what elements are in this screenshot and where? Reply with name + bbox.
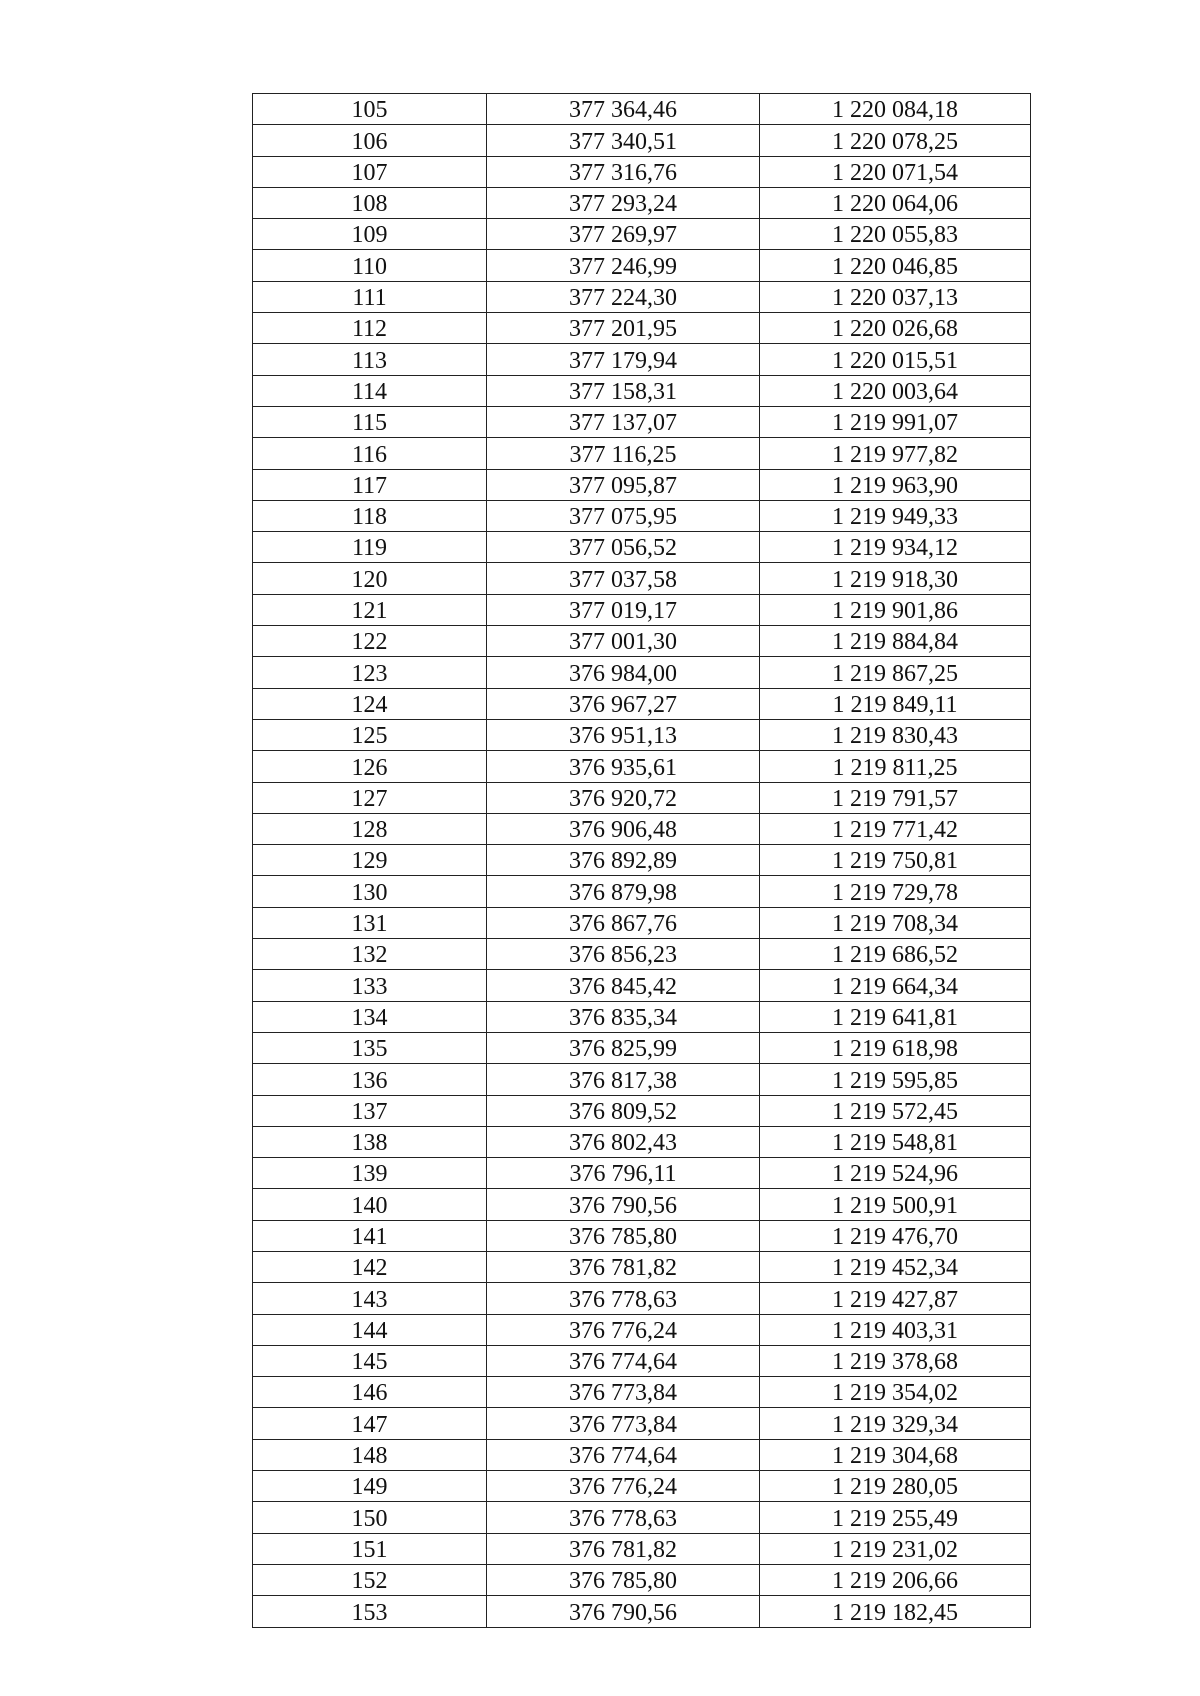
y-coordinate-cell: 1 219 918,30 <box>760 563 1031 594</box>
y-coordinate-cell: 1 219 403,31 <box>760 1314 1031 1345</box>
table-row <box>253 876 1031 907</box>
x-coordinate-cell: 377 158,31 <box>487 375 760 406</box>
x-coordinate-cell: 377 056,52 <box>487 532 760 563</box>
x-coordinate-cell: 376 773,84 <box>487 1377 760 1408</box>
table-row <box>253 1001 1031 1032</box>
point-number-cell: 118 <box>253 500 487 531</box>
point-number-cell: 135 <box>253 1032 487 1063</box>
x-coordinate-cell: 376 802,43 <box>487 1126 760 1157</box>
point-number-cell: 105 <box>253 94 487 125</box>
y-coordinate-cell: 1 220 015,51 <box>760 344 1031 375</box>
y-coordinate-cell: 1 219 427,87 <box>760 1283 1031 1314</box>
y-coordinate-cell: 1 219 750,81 <box>760 845 1031 876</box>
x-coordinate-cell: 376 796,11 <box>487 1158 760 1189</box>
point-number-cell: 115 <box>253 406 487 437</box>
table-row <box>253 813 1031 844</box>
table-row <box>253 688 1031 719</box>
y-coordinate-cell: 1 219 255,49 <box>760 1502 1031 1533</box>
point-number-cell: 129 <box>253 845 487 876</box>
y-coordinate-cell: 1 219 548,81 <box>760 1126 1031 1157</box>
x-coordinate-cell: 376 920,72 <box>487 782 760 813</box>
x-coordinate-cell: 376 774,64 <box>487 1345 760 1376</box>
x-coordinate-cell: 377 364,46 <box>487 94 760 125</box>
x-coordinate-cell: 376 967,27 <box>487 688 760 719</box>
point-number-cell: 148 <box>253 1439 487 1470</box>
point-number-cell: 126 <box>253 751 487 782</box>
table-row <box>253 751 1031 782</box>
y-coordinate-cell: 1 219 206,66 <box>760 1564 1031 1595</box>
x-coordinate-cell: 377 019,17 <box>487 594 760 625</box>
point-number-cell: 127 <box>253 782 487 813</box>
x-coordinate-cell: 376 951,13 <box>487 719 760 750</box>
point-number-cell: 150 <box>253 1502 487 1533</box>
table-row <box>253 375 1031 406</box>
y-coordinate-cell: 1 219 476,70 <box>760 1220 1031 1251</box>
table-row <box>253 939 1031 970</box>
table-row <box>253 1251 1031 1282</box>
x-coordinate-cell: 377 095,87 <box>487 469 760 500</box>
point-number-cell: 149 <box>253 1471 487 1502</box>
point-number-cell: 144 <box>253 1314 487 1345</box>
table-row <box>253 626 1031 657</box>
y-coordinate-cell: 1 220 026,68 <box>760 313 1031 344</box>
y-coordinate-cell: 1 219 304,68 <box>760 1439 1031 1470</box>
table-row <box>253 532 1031 563</box>
point-number-cell: 138 <box>253 1126 487 1157</box>
table-row <box>253 1564 1031 1595</box>
x-coordinate-cell: 377 201,95 <box>487 313 760 344</box>
y-coordinate-cell: 1 219 500,91 <box>760 1189 1031 1220</box>
y-coordinate-cell: 1 219 884,84 <box>760 626 1031 657</box>
x-coordinate-cell: 376 774,64 <box>487 1439 760 1470</box>
table-row <box>253 594 1031 625</box>
point-number-cell: 112 <box>253 313 487 344</box>
point-number-cell: 153 <box>253 1596 487 1627</box>
x-coordinate-cell: 377 246,99 <box>487 250 760 281</box>
y-coordinate-cell: 1 220 078,25 <box>760 125 1031 156</box>
coordinates-table-body <box>253 94 1031 1628</box>
y-coordinate-cell: 1 219 901,86 <box>760 594 1031 625</box>
point-number-cell: 143 <box>253 1283 487 1314</box>
x-coordinate-cell: 376 835,34 <box>487 1001 760 1032</box>
y-coordinate-cell: 1 219 618,98 <box>760 1032 1031 1063</box>
table-row <box>253 1345 1031 1376</box>
table-row <box>253 125 1031 156</box>
table-row <box>253 94 1031 125</box>
x-coordinate-cell: 377 001,30 <box>487 626 760 657</box>
table-row <box>253 469 1031 500</box>
x-coordinate-cell: 377 316,76 <box>487 156 760 187</box>
y-coordinate-cell: 1 219 771,42 <box>760 813 1031 844</box>
x-coordinate-cell: 376 825,99 <box>487 1032 760 1063</box>
point-number-cell: 145 <box>253 1345 487 1376</box>
x-coordinate-cell: 376 906,48 <box>487 813 760 844</box>
table-row <box>253 657 1031 688</box>
x-coordinate-cell: 376 776,24 <box>487 1471 760 1502</box>
x-coordinate-cell: 376 867,76 <box>487 907 760 938</box>
table-row <box>253 500 1031 531</box>
point-number-cell: 131 <box>253 907 487 938</box>
point-number-cell: 134 <box>253 1001 487 1032</box>
y-coordinate-cell: 1 219 231,02 <box>760 1533 1031 1564</box>
y-coordinate-cell: 1 220 084,18 <box>760 94 1031 125</box>
point-number-cell: 133 <box>253 970 487 1001</box>
y-coordinate-cell: 1 219 791,57 <box>760 782 1031 813</box>
table-row <box>253 1158 1031 1189</box>
y-coordinate-cell: 1 219 991,07 <box>760 406 1031 437</box>
y-coordinate-cell: 1 220 046,85 <box>760 250 1031 281</box>
y-coordinate-cell: 1 219 354,02 <box>760 1377 1031 1408</box>
point-number-cell: 152 <box>253 1564 487 1595</box>
y-coordinate-cell: 1 219 452,34 <box>760 1251 1031 1282</box>
table-row <box>253 187 1031 218</box>
table-row <box>253 563 1031 594</box>
table-row <box>253 1502 1031 1533</box>
x-coordinate-cell: 376 785,80 <box>487 1220 760 1251</box>
table-row <box>253 1283 1031 1314</box>
x-coordinate-cell: 376 984,00 <box>487 657 760 688</box>
point-number-cell: 111 <box>253 281 487 312</box>
point-number-cell: 141 <box>253 1220 487 1251</box>
table-row <box>253 281 1031 312</box>
point-number-cell: 124 <box>253 688 487 719</box>
table-row <box>253 970 1031 1001</box>
point-number-cell: 108 <box>253 187 487 218</box>
table-row <box>253 1408 1031 1439</box>
table-row <box>253 719 1031 750</box>
table-row <box>253 1126 1031 1157</box>
point-number-cell: 119 <box>253 532 487 563</box>
y-coordinate-cell: 1 219 934,12 <box>760 532 1031 563</box>
table-row <box>253 156 1031 187</box>
point-number-cell: 137 <box>253 1095 487 1126</box>
point-number-cell: 140 <box>253 1189 487 1220</box>
x-coordinate-cell: 376 845,42 <box>487 970 760 1001</box>
y-coordinate-cell: 1 219 641,81 <box>760 1001 1031 1032</box>
table-row <box>253 1095 1031 1126</box>
x-coordinate-cell: 376 879,98 <box>487 876 760 907</box>
x-coordinate-cell: 376 778,63 <box>487 1283 760 1314</box>
point-number-cell: 128 <box>253 813 487 844</box>
table-row <box>253 219 1031 250</box>
point-number-cell: 136 <box>253 1064 487 1095</box>
x-coordinate-cell: 376 778,63 <box>487 1502 760 1533</box>
point-number-cell: 147 <box>253 1408 487 1439</box>
point-number-cell: 120 <box>253 563 487 594</box>
y-coordinate-cell: 1 220 064,06 <box>760 187 1031 218</box>
table-row <box>253 907 1031 938</box>
y-coordinate-cell: 1 219 963,90 <box>760 469 1031 500</box>
point-number-cell: 125 <box>253 719 487 750</box>
x-coordinate-cell: 377 340,51 <box>487 125 760 156</box>
y-coordinate-cell: 1 220 071,54 <box>760 156 1031 187</box>
point-number-cell: 114 <box>253 375 487 406</box>
x-coordinate-cell: 376 773,84 <box>487 1408 760 1439</box>
point-number-cell: 123 <box>253 657 487 688</box>
y-coordinate-cell: 1 219 182,45 <box>760 1596 1031 1627</box>
point-number-cell: 121 <box>253 594 487 625</box>
x-coordinate-cell: 376 776,24 <box>487 1314 760 1345</box>
point-number-cell: 106 <box>253 125 487 156</box>
y-coordinate-cell: 1 219 867,25 <box>760 657 1031 688</box>
point-number-cell: 109 <box>253 219 487 250</box>
y-coordinate-cell: 1 219 977,82 <box>760 438 1031 469</box>
table-row <box>253 1533 1031 1564</box>
x-coordinate-cell: 376 856,23 <box>487 939 760 970</box>
point-number-cell: 117 <box>253 469 487 500</box>
table-row <box>253 1064 1031 1095</box>
table-row <box>253 1377 1031 1408</box>
y-coordinate-cell: 1 220 037,13 <box>760 281 1031 312</box>
x-coordinate-cell: 376 785,80 <box>487 1564 760 1595</box>
x-coordinate-cell: 377 075,95 <box>487 500 760 531</box>
x-coordinate-cell: 376 790,56 <box>487 1189 760 1220</box>
table-row <box>253 313 1031 344</box>
table-row <box>253 344 1031 375</box>
y-coordinate-cell: 1 219 849,11 <box>760 688 1031 719</box>
x-coordinate-cell: 377 116,25 <box>487 438 760 469</box>
y-coordinate-cell: 1 219 708,34 <box>760 907 1031 938</box>
table-row <box>253 1439 1031 1470</box>
y-coordinate-cell: 1 220 003,64 <box>760 375 1031 406</box>
x-coordinate-cell: 376 781,82 <box>487 1251 760 1282</box>
x-coordinate-cell: 377 269,97 <box>487 219 760 250</box>
x-coordinate-cell: 377 037,58 <box>487 563 760 594</box>
table-row <box>253 438 1031 469</box>
table-row <box>253 782 1031 813</box>
table-row <box>253 1314 1031 1345</box>
point-number-cell: 146 <box>253 1377 487 1408</box>
table-row <box>253 250 1031 281</box>
y-coordinate-cell: 1 219 572,45 <box>760 1095 1031 1126</box>
point-number-cell: 151 <box>253 1533 487 1564</box>
table-row <box>253 1471 1031 1502</box>
x-coordinate-cell: 376 790,56 <box>487 1596 760 1627</box>
table-row <box>253 1032 1031 1063</box>
point-number-cell: 116 <box>253 438 487 469</box>
x-coordinate-cell: 376 935,61 <box>487 751 760 782</box>
y-coordinate-cell: 1 219 524,96 <box>760 1158 1031 1189</box>
x-coordinate-cell: 377 179,94 <box>487 344 760 375</box>
point-number-cell: 122 <box>253 626 487 657</box>
table-row <box>253 1220 1031 1251</box>
point-number-cell: 132 <box>253 939 487 970</box>
point-number-cell: 113 <box>253 344 487 375</box>
point-number-cell: 139 <box>253 1158 487 1189</box>
y-coordinate-cell: 1 219 686,52 <box>760 939 1031 970</box>
y-coordinate-cell: 1 220 055,83 <box>760 219 1031 250</box>
x-coordinate-cell: 376 781,82 <box>487 1533 760 1564</box>
x-coordinate-cell: 376 809,52 <box>487 1095 760 1126</box>
table-row <box>253 1189 1031 1220</box>
x-coordinate-cell: 377 293,24 <box>487 187 760 218</box>
y-coordinate-cell: 1 219 811,25 <box>760 751 1031 782</box>
point-number-cell: 142 <box>253 1251 487 1282</box>
y-coordinate-cell: 1 219 664,34 <box>760 970 1031 1001</box>
y-coordinate-cell: 1 219 949,33 <box>760 500 1031 531</box>
y-coordinate-cell: 1 219 830,43 <box>760 719 1031 750</box>
y-coordinate-cell: 1 219 280,05 <box>760 1471 1031 1502</box>
point-number-cell: 130 <box>253 876 487 907</box>
x-coordinate-cell: 376 892,89 <box>487 845 760 876</box>
point-number-cell: 107 <box>253 156 487 187</box>
y-coordinate-cell: 1 219 329,34 <box>760 1408 1031 1439</box>
x-coordinate-cell: 376 817,38 <box>487 1064 760 1095</box>
y-coordinate-cell: 1 219 378,68 <box>760 1345 1031 1376</box>
table-row <box>253 406 1031 437</box>
y-coordinate-cell: 1 219 729,78 <box>760 876 1031 907</box>
coordinates-table <box>252 93 1031 1628</box>
table-row <box>253 1596 1031 1627</box>
y-coordinate-cell: 1 219 595,85 <box>760 1064 1031 1095</box>
point-number-cell: 110 <box>253 250 487 281</box>
table-row <box>253 845 1031 876</box>
x-coordinate-cell: 377 224,30 <box>487 281 760 312</box>
x-coordinate-cell: 377 137,07 <box>487 406 760 437</box>
